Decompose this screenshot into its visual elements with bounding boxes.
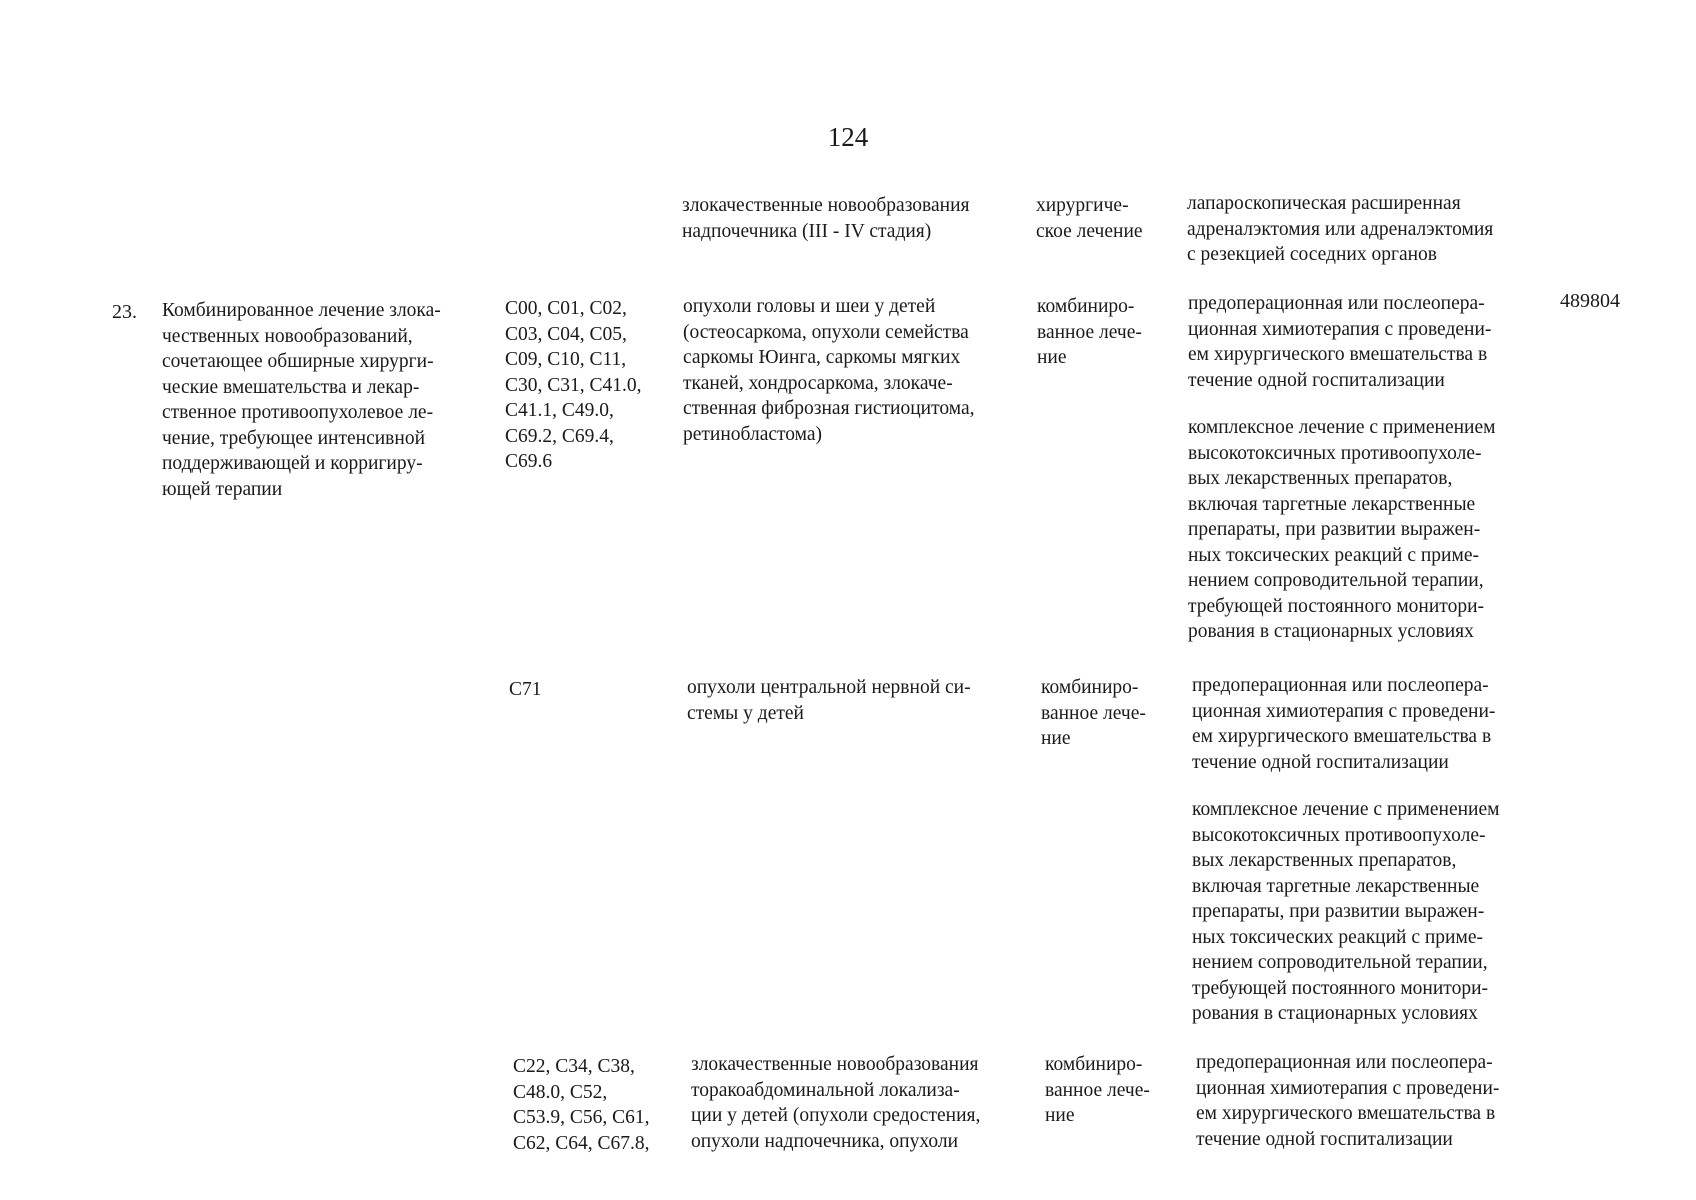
page-number: 124 bbox=[827, 122, 869, 152]
method-adrenalectomy: лапароскопическая расширенная адреналэктомия или адреналэктомия с резекцией соседних органов bbox=[1187, 193, 1494, 265]
method-complex-treatment: комплексное лечение с применением высокотоксичных противоопухоле- вых лекарственных препаратов, включая таргетные лекарственные препараты, при развитии выражен- ных токсических реакций с приме- нением сопроводительной терапии, требующей постоянного монитори- рования в стационарных условиях bbox=[1192, 799, 1500, 1024]
diagnosis-adrenal: злокачественные новообразования надпочечника (III - IV стадия) bbox=[682, 195, 970, 242]
method-perioperative-chemo: предоперационная или послеопера- ционная химиотерапия с проведени- ем хирургического вмешательства в течение одной госпитализации bbox=[1192, 675, 1496, 773]
treatment-type-combined: комбиниро- ванное лече- ние bbox=[1041, 677, 1146, 749]
treatment-type-combined: комбиниро- ванное лече- ние bbox=[1037, 296, 1142, 368]
method-perioperative-chemo: предоперационная или послеопера- ционная химиотерапия с проведени- ем хирургического вмешательства в течение одной госпитализации bbox=[1196, 1052, 1500, 1150]
method-complex-treatment: комплексное лечение с применением высокотоксичных противоопухоле- вых лекарственных препаратов, включая таргетные лекарственные препараты, при развитии выражен- ных токсических реакций с приме- нением сопроводительной терапии, требующей постоянного монитори- рования в стационарных условиях bbox=[1188, 417, 1496, 642]
codes-thoracoabdominal: C22, C34, C38, C48.0, C52, C53.9, C56, C61, C62, C64, C67.8, bbox=[513, 1056, 650, 1154]
method-perioperative-chemo: предоперационная или послеопера- ционная химиотерапия с проведени- ем хирургического вмешательства в течение одной госпитализации bbox=[1188, 293, 1492, 391]
section-cost: 489804 bbox=[1560, 290, 1620, 312]
diagnosis-head-neck: опухоли головы и шеи у детей (остеосаркома, опухоли семейства саркомы Юинга, саркомы мягких тканей, хондросаркома, злокаче- ственная фиброзная гистиоцитома, ретинобластома) bbox=[683, 296, 975, 445]
diagnosis-cns: опухоли центральной нервной си- стемы у детей bbox=[687, 677, 971, 724]
treatment-type-combined: комбиниро- ванное лече- ние bbox=[1045, 1054, 1150, 1126]
section-number: 23. bbox=[112, 301, 137, 323]
treatment-type-surgical: хирургиче- ское лечение bbox=[1036, 195, 1143, 242]
codes-cns: C71 bbox=[509, 679, 542, 700]
diagnosis-thoracoabdominal: злокачественные новообразования торакоабдоминальной локализа- ции у детей (опухоли средостения, опухоли надпочечника, опухоли bbox=[691, 1054, 981, 1152]
codes-head-neck: C00, C01, C02, C03, C04, C05, C09, C10, C11, C30, C31, C41.0, C41.1, C49.0, C69.2, C69.4, C69.6 bbox=[505, 298, 642, 472]
section-title: Комбинированное лечение злока- чественных новообразований, сочетающее обширные хирурги- ческие вмешательства и лекар- ственное противоопухолевое ле- чение, требующее интенсивной поддерживающей и корригиру- ющей терапии bbox=[162, 300, 441, 500]
